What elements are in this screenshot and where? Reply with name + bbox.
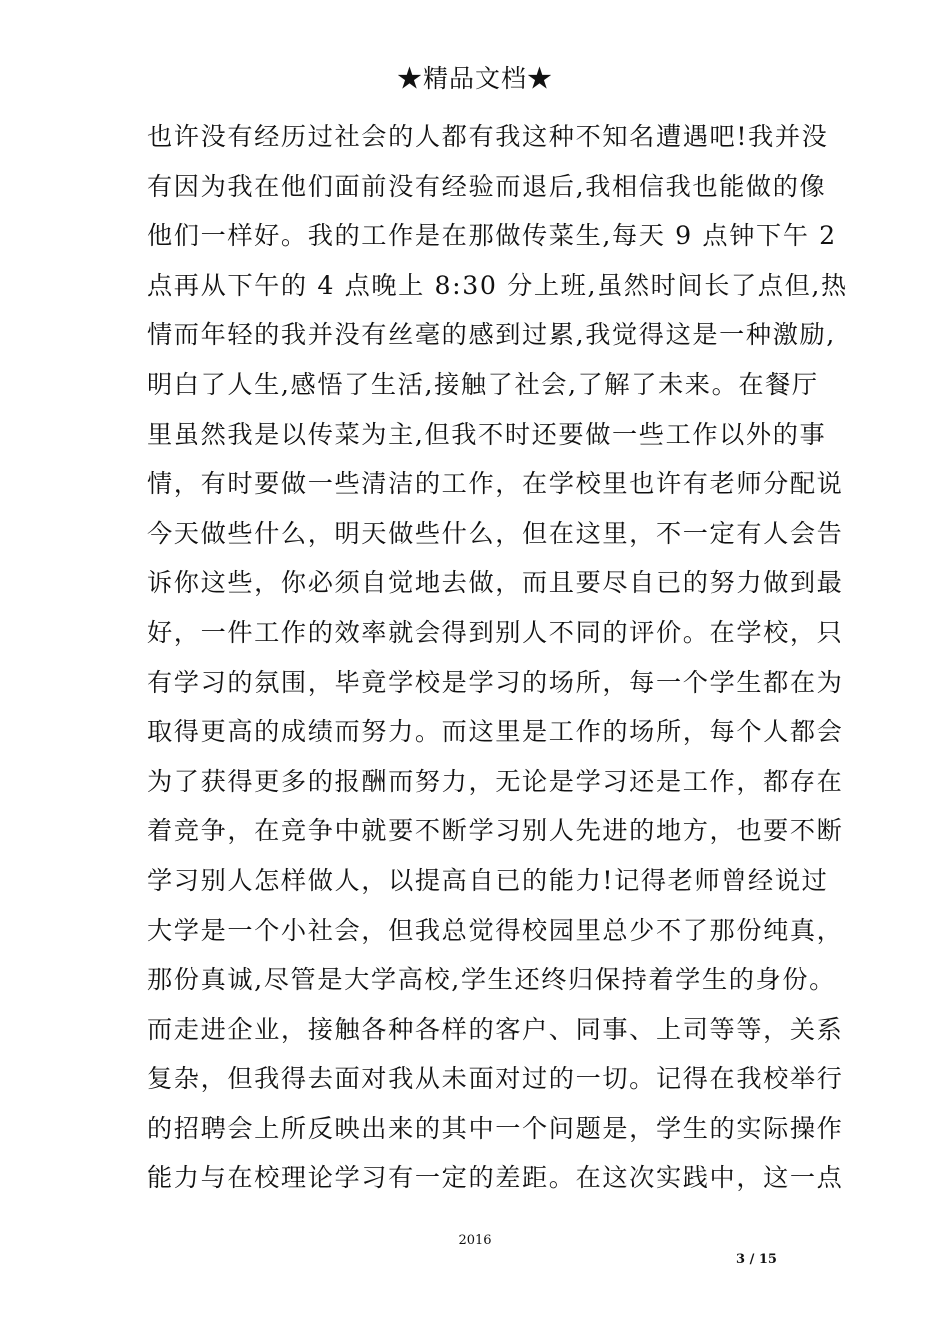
footer-year: 2016: [458, 1233, 492, 1248]
text-line: 好，一件工作的效率就会得到别人不同的评价。在学校，只: [147, 617, 844, 647]
text-line: 的招聘会上所反映出来的其中一个问题是，学生的实际操作: [147, 1113, 844, 1143]
text-line: 为了获得更多的报酬而努力，无论是学习还是工作，都存在: [147, 766, 844, 796]
text-line: 复杂，但我得去面对我从未面对过的一切。记得在我校举行: [147, 1064, 844, 1094]
text-line: 情，有时要做一些清洁的工作，在学校里也许有老师分配说: [147, 469, 844, 499]
text-line: 里虽然我是以传菜为主,但我不时还要做一些工作以外的事: [147, 419, 827, 449]
page-number: 3 / 15: [736, 1252, 777, 1267]
text-line: 也许没有经历过社会的人都有我这种不知名遭遇吧!我并没: [147, 122, 829, 151]
page-header-title: ★精品文档★: [396, 64, 553, 93]
text-line: 情而年轻的我并没有丝毫的感到过累,我觉得这是一种激励,: [147, 320, 836, 350]
text-line: 今天做些什么，明天做些什么，但在这里，不一定有人会告: [147, 518, 844, 548]
text-line: 着竞争，在竞争中就要不断学习别人先进的地方，也要不断: [147, 816, 844, 846]
text-line: 有学习的氛围，毕竟学校是学习的场所，每一个学生都在为: [147, 667, 844, 697]
text-line: 明白了人生,感悟了生活,接触了社会,了解了未来。在餐厅: [147, 369, 819, 399]
text-line: 而走进企业，接触各种各样的客户、同事、上司等等，关系: [147, 1014, 844, 1044]
text-line: 他们一样好。我的工作是在那做传菜生,每天 9 点钟下午 2: [147, 221, 837, 251]
text-line: 学习别人怎样做人，以提高自已的能力!记得老师曾经说过: [147, 865, 829, 895]
text-line: 能力与在校理论学习有一定的差距。在这次实践中，这一点: [147, 1163, 844, 1193]
text-line: 大学是一个小社会，但我总觉得校园里总少不了那份纯真，: [147, 915, 844, 945]
document-body: [147, 112, 848, 1203]
text-line: 有因为我在他们面前没有经验而退后,我相信我也能做的像: [147, 171, 827, 201]
text-line: 诉你这些，你必须自觉地去做，而且要尽自已的努力做到最: [147, 568, 844, 598]
text-line: 取得更高的成绩而努力。而这里是工作的场所，每个人都会: [147, 717, 844, 747]
text-line: 那份真诚,尽管是大学高校,学生还终归保持着学生的身份。: [147, 965, 836, 995]
text-line: 点再从下午的 4 点晚上 8:30 分上班,虽然时间长了点但,热: [147, 270, 848, 300]
